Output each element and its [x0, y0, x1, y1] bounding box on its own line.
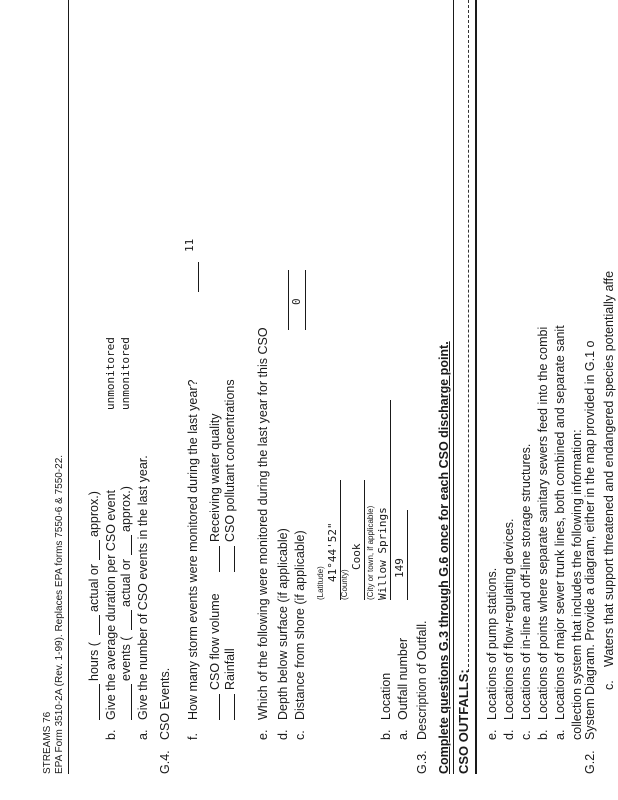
g2-item-letter: a.: [553, 729, 567, 740]
footer-rule: [68, 0, 69, 774]
events-approx-box[interactable]: [131, 535, 132, 555]
g3-f-letter: f.: [186, 733, 200, 740]
rainfall-option: Rainfall: [223, 648, 237, 690]
g2-line2: collection system that includes the following information:: [570, 429, 584, 740]
distance-from-shore-line: [305, 270, 306, 330]
g3-e-label: Which of the following were monitored during the last year for this CSO: [256, 327, 270, 720]
g2-item-text: Locations of major sewer trunk lines, both combined and separate sanit: [553, 325, 567, 720]
g3-b-label: Location: [379, 672, 393, 720]
duration-actual-box[interactable]: [99, 615, 100, 635]
g2-item-text: Locations of in-line and off-line storage structures.: [519, 443, 533, 720]
cso-flow-volume-checkbox[interactable]: [219, 694, 220, 720]
events-actual-box[interactable]: [131, 610, 132, 630]
events-approx-text: approx.): [119, 486, 133, 532]
location-latitude-caption: (Latitude): [316, 566, 325, 600]
g2-item-letter: d.: [502, 729, 516, 740]
duration-hours-line: [99, 684, 100, 720]
storm-events-value: 11: [183, 238, 196, 252]
location-latitude-value: 41°44'52": [326, 522, 339, 582]
section-top-rule: [475, 0, 477, 774]
distance-from-shore-value: 0: [290, 298, 303, 305]
g3-f-label: How many storm events were monitored during the last year?: [186, 379, 200, 720]
cso-flow-volume-option: CSO flow volume: [208, 593, 222, 690]
footer-stream-code: STREAMS 76: [42, 711, 53, 774]
g3-d-letter: d.: [276, 729, 290, 740]
depth-below-surface-line: [288, 270, 289, 330]
g3-c-label: Distance from shore (if applicable): [293, 530, 307, 720]
cso-outfalls-instruction: Complete questions G.3 through G.6 once for each CSO discharge point.: [437, 341, 451, 774]
cso-pollutant-option: CSO pollutant concentrations: [223, 379, 237, 542]
duration-status-value: unmonitored: [104, 337, 117, 410]
g3-d-label: Depth below surface (if applicable): [276, 528, 290, 720]
g2-item-text: Locations of points where separate sanitary sewers feed into the combi: [536, 326, 550, 720]
outfall-number-value: 149: [393, 558, 406, 578]
location-county-line: [364, 480, 365, 600]
g4-number: G.4.: [158, 750, 172, 774]
g3-e-letter: e.: [256, 729, 270, 740]
g4-b-label: Give the average duration per CSO event: [104, 490, 118, 720]
g2-item-text: Locations of pump stations.: [485, 567, 499, 720]
receiving-water-option: Receiving water quality: [208, 413, 222, 542]
g2-line1: System Diagram. Provide a diagram, either in the map provided in G.1 o: [583, 340, 597, 740]
rainfall-checkbox[interactable]: [234, 694, 235, 720]
g4-title: CSO Events.: [158, 667, 172, 740]
g2-number: G.2.: [583, 750, 597, 774]
events-actual-text: actual or: [119, 559, 133, 607]
section-dashed-rule: [468, 0, 469, 672]
g2-item-letter: c.: [519, 730, 533, 740]
location-county-value: Cook: [350, 543, 363, 570]
g2-item-text: Locations of flow-regulating devices.: [502, 518, 516, 720]
g3-a-label: Outfall number: [396, 638, 410, 720]
events-text: events (: [119, 636, 133, 681]
g3-c-letter: c.: [293, 730, 307, 740]
storm-events-line: [198, 262, 199, 292]
g2-item-letter: b.: [536, 729, 550, 740]
g3-a-letter: a.: [396, 729, 410, 740]
location-city-line: [390, 400, 391, 600]
g2-item-letter: e.: [485, 729, 499, 740]
events-count-line: [131, 684, 132, 720]
location-city-caption: (City or town, if applicable): [366, 505, 375, 600]
cso-pollutant-checkbox[interactable]: [234, 546, 235, 572]
g4-a-label: Give the number of CSO events in the last year.: [136, 455, 150, 720]
g3-number: G.3.: [415, 750, 429, 774]
top-item-text: Waters that support threatened and endangered species potentially affe: [602, 270, 616, 667]
location-latitude-line: [340, 480, 341, 600]
g3-title: Description of Outfall.: [415, 620, 429, 740]
location-city-value: Willow Springs: [376, 507, 389, 600]
duration-approx-box[interactable]: [99, 540, 100, 560]
duration-actual-text: actual or: [87, 564, 101, 612]
g3-b-letter: b.: [379, 729, 393, 740]
location-county-caption: (County): [340, 569, 349, 600]
hours-text: hours (: [87, 642, 101, 681]
top-item-letter: c.: [602, 680, 616, 690]
duration-approx-text: approx.): [87, 491, 101, 537]
section-mid-rule: [453, 0, 454, 774]
outfall-number-line: [407, 510, 408, 600]
cso-outfalls-heading: CSO OUTFALLS:: [456, 669, 471, 774]
events-status-value: unmonitored: [119, 337, 132, 410]
receiving-water-checkbox[interactable]: [219, 546, 220, 572]
g4-b-letter: b.: [104, 729, 118, 740]
footer-form-number: EPA Form 3510-2A (Rev. 1-99). Replaces EPA forms 7550-6 & 7550-22.: [54, 454, 65, 774]
g4-a-letter: a.: [136, 729, 150, 740]
